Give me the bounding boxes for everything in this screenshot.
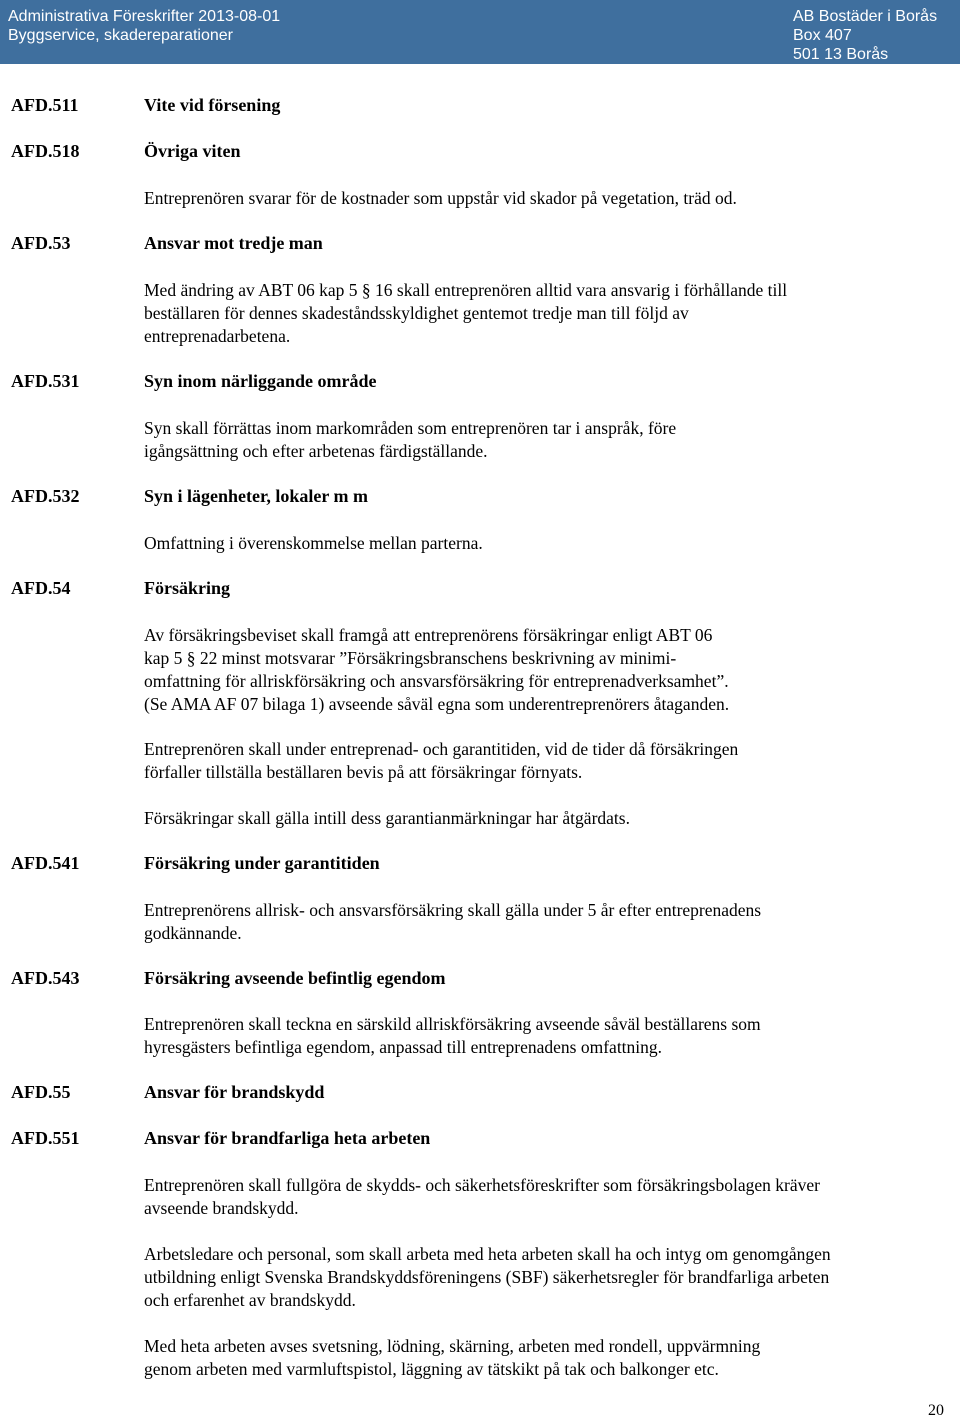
paragraph-line: Entreprenören skall teckna en särskild allriskförsäkring avseende såväl beställarens som [144,1014,761,1034]
paragraph-line: Entreprenören skall fullgöra de skydds- och säkerhetsföreskrifter som försäkringsbolagen kräver [144,1175,820,1195]
section-code: AFD.541 [11,853,80,873]
section-heading: Ansvar för brandfarliga heta arbeten [144,1128,431,1148]
paragraph-line: Entreprenören skall under entreprenad- och garantitiden, vid de tider då försäkringen [144,739,739,759]
section-paragraph [144,624,934,716]
paragraph-line: Med ändring av ABT 06 kap 5 § 16 skall entreprenören alltid vara ansvarig i förhållande till [144,280,788,300]
section-paragraph [144,1174,934,1220]
header-left-block [8,7,280,45]
section-paragraph [144,417,934,463]
section-heading: Försäkring under garantitiden [144,853,380,873]
page-number: 20 [928,1402,944,1419]
section-code: AFD.543 [11,968,80,988]
paragraph-line: Entreprenören svarar för de kostnader som uppstår vid skador på vegetation, träd od. [144,188,737,208]
paragraph-line: Med heta arbeten avses svetsning, lödning, skärning, arbeten med rondell, uppvärmning [144,1336,761,1356]
section-paragraph [144,899,934,945]
paragraph-line: Syn skall förrättas inom markområden som entreprenören tar i anspråk, före [144,418,677,438]
section-code: AFD.54 [11,578,71,598]
paragraph-line: (Se AMA AF 07 bilaga 1) avseende såväl egna som underentreprenörers åtaganden. [144,694,730,714]
section-paragraph [144,807,934,830]
paragraph-line: beställaren för dennes skadeståndsskyldighet gentemot tredje man till följd av [144,303,689,323]
section-heading: Ansvar för brandskydd [144,1082,325,1102]
paragraph-line: igångsättning och efter arbetenas färdigställande. [144,441,488,461]
section-heading: Övriga viten [144,141,241,161]
paragraph-line: omfattning för allriskförsäkring och ansvarsförsäkring för entreprenadverksamhet”. [144,671,729,691]
company-address-box: Box 407 [793,27,852,44]
paragraph-line: avseende brandskydd. [144,1198,299,1218]
paragraph-line: utbildning enligt Svenska Brandskyddsföreningens (SBF) säkerhetsregler för brandfarliga arbeten [144,1267,830,1287]
section-paragraph [144,187,934,210]
section-paragraph [144,1335,934,1381]
section-code: AFD.551 [11,1128,80,1148]
paragraph-line: Omfattning i överenskommelse mellan parterna. [144,533,483,553]
paragraph-line: kap 5 § 22 minst motsvarar ”Försäkringsbranschens beskrivning av minimi- [144,648,677,668]
paragraph-line: godkännande. [144,923,242,943]
header-right-block [793,7,937,64]
section-heading: Syn inom närliggande område [144,371,377,391]
document-subtitle: Byggservice, skadereparationer [8,27,234,44]
paragraph-line: Entreprenörens allrisk- och ansvarsförsäkring skall gälla under 5 år efter entreprenadens [144,900,762,920]
document-title: Administrativa Föreskrifter 2013-08-01 [8,8,281,25]
paragraph-line: Arbetsledare och personal, som skall arbeta med heta arbeten skall ha och intyg om genomgången [144,1244,831,1264]
paragraph-line: och erfarenhet av brandskydd. [144,1290,356,1310]
company-name: AB Bostäder i Borås [793,8,938,25]
section-code: AFD.53 [11,233,71,253]
paragraph-line: entreprenadarbetena. [144,326,291,346]
section-code: AFD.518 [11,141,80,161]
section-heading: Försäkring [144,578,231,598]
section-heading: Vite vid försening [144,95,281,115]
section-paragraph [144,279,934,348]
section-code: AFD.531 [11,371,80,391]
section-heading: Syn i lägenheter, lokaler m m [144,486,368,506]
paragraph-line: förfaller tillställa beställaren bevis på att försäkringar förnyats. [144,762,583,782]
document-header [0,0,960,64]
section-paragraph [144,532,934,555]
paragraph-line: Av försäkringsbeviset skall framgå att entreprenörens försäkringar enligt ABT 06 [144,625,713,645]
section-paragraph [144,738,934,784]
section-paragraph [144,1243,934,1312]
section-code: AFD.511 [11,95,79,115]
section-paragraph [144,1013,934,1059]
paragraph-line: genom arbeten med varmluftspistol, läggning av tätskikt på tak och balkonger etc. [144,1359,719,1379]
section-heading: Försäkring avseende befintlig egendom [144,968,446,988]
section-code: AFD.55 [11,1082,71,1102]
paragraph-line: hyresgästers befintliga egendom, anpassad till entreprenadens omfattning. [144,1037,663,1057]
company-address-city: 501 13 Borås [793,46,889,63]
section-code: AFD.532 [11,486,80,506]
section-heading: Ansvar mot tredje man [144,233,323,253]
paragraph-line: Försäkringar skall gälla intill dess garantianmärkningar har åtgärdats. [144,808,630,828]
